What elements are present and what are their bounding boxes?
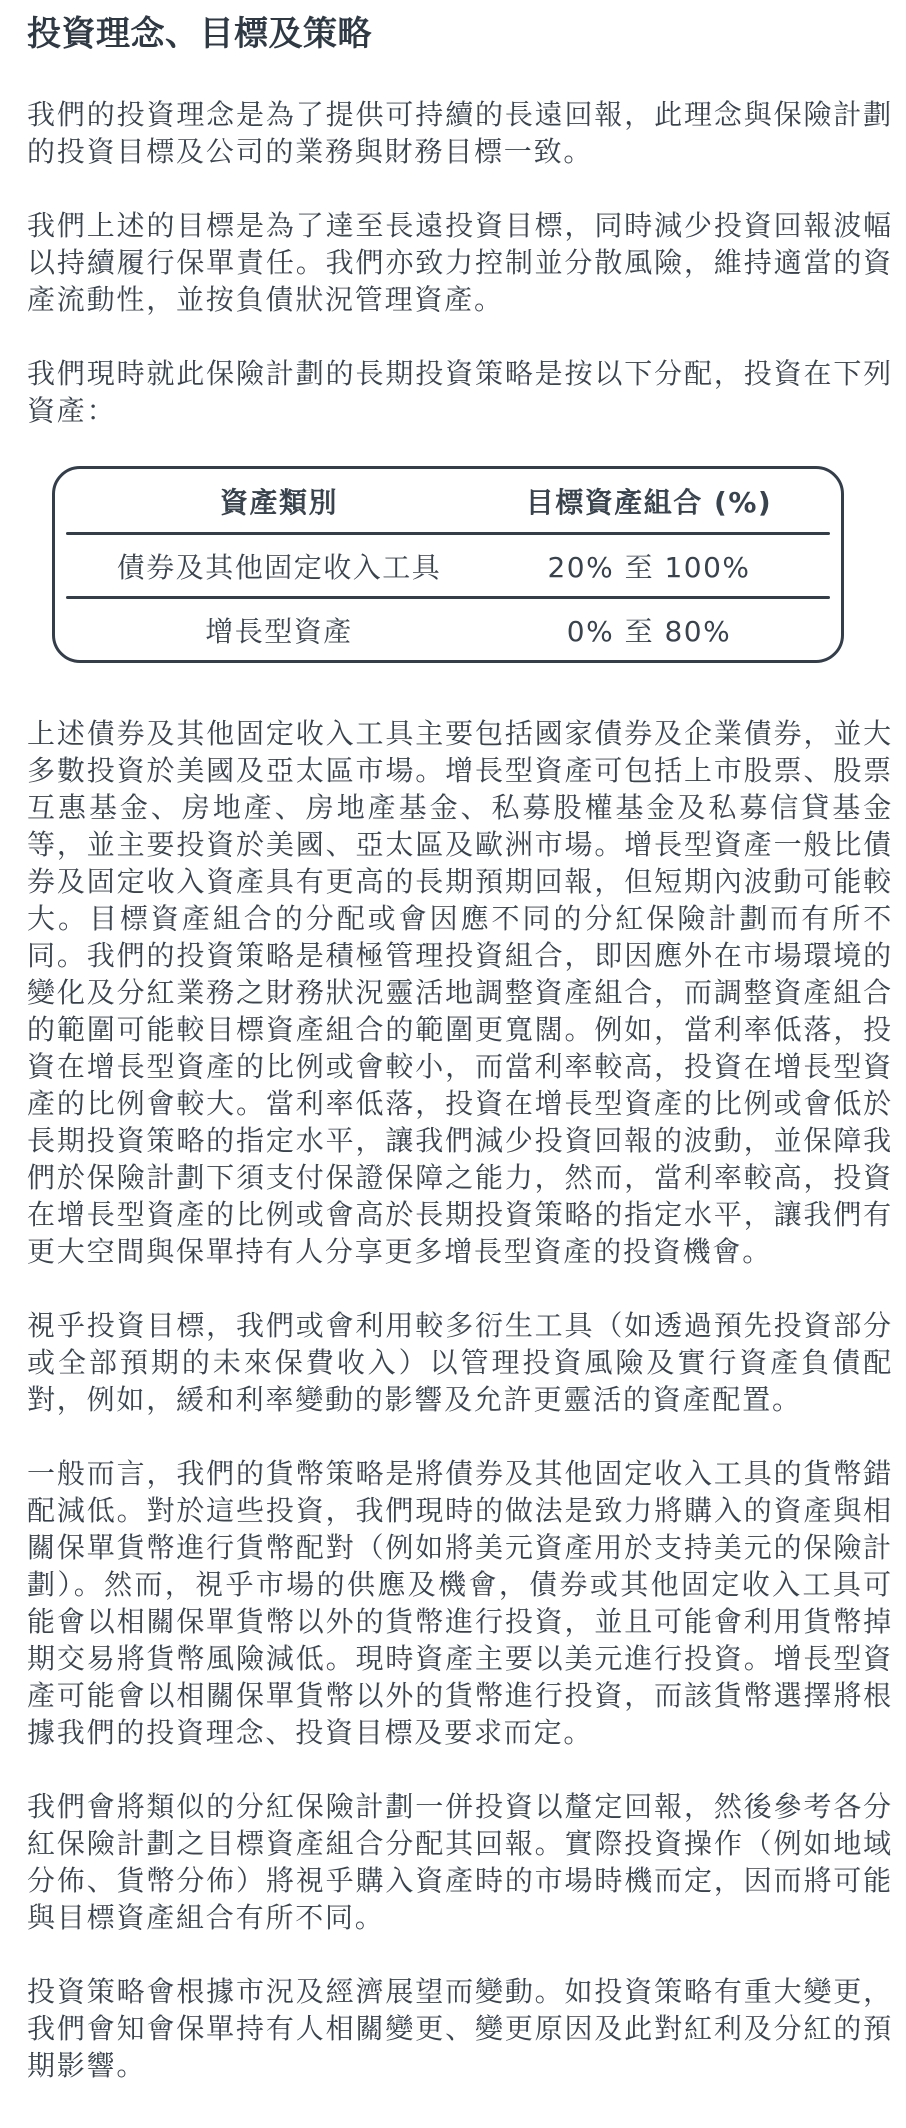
table-header-asset-class: 資產類別 <box>220 485 339 519</box>
paragraph-pooled-investment: 我們會將類似的分紅保險計劃一併投資以釐定回報，然後參考各分紅保險計劃之目標資產組合分配其回報。實際投資操作（例如地域分佈、貨幣分佈）將視乎購入資產時的市場時機而定，因而將可能與目標資產組合有所不同。 <box>27 1790 893 1934</box>
paragraph-strategy-change-notice: 投資策略會根據市況及經濟展望而變動。如投資策略有重大變更，我們會知會保單持有人相關變更、變更原因及此對紅利及分紅的預期影響。 <box>27 1975 893 2082</box>
target-asset-mix-table <box>52 466 844 663</box>
paragraph-currency-strategy: 一般而言，我們的貨幣策略是將債券及其他固定收入工具的貨幣錯配減低。對於這些投資，我們現時的做法是致力將購入的資產與相關保單貨幣進行貨幣配對（例如將美元資產用於支持美元的保險計劃）。然而，視乎市場的供應及機會，債券或其他固定收入工具可能會以相關保單貨幣以外的貨幣進行投資，並且可能會利用貨幣掉期交易將貨幣風險減低。現時資產主要以美元進行投資。增長型資產可能會以相關保單貨幣以外的貨幣進行投資，而該貨幣選擇將根據我們的投資理念、投資目標及要求而定。 <box>27 1457 893 1749</box>
cell-asset-class-fixed-income: 債券及其他固定收入工具 <box>116 550 442 584</box>
table-row-fixed-income <box>55 535 841 596</box>
cell-target-mix-growth: 0% 至 80% <box>566 614 732 648</box>
table-header-target-mix: 目標資產組合 (%) <box>525 485 773 519</box>
paragraph-asset-class-details: 上述債券及其他固定收入工具主要包括國家債券及企業債券，並大多數投資於美國及亞太區市場。增長型資產可包括上市股票、股票互惠基金、房地產、房地產基金、私募股權基金及私募信貸基金等，並主要投資於美國、亞太區及歐洲市場。增長型資產一般比債券及固定收入資產具有更高的長期預期回報，但短期內波動可能較大。目標資產組合的分配或會因應不同的分紅保險計劃而有所不同。我們的投資策略是積極管理投資組合，即因應外在市場環境的變化及分紅業務之財務狀況靈活地調整資產組合，而調整資產組合的範圍可能較目標資產組合的範圍更寬闊。例如，當利率低落，投資在增長型資產的比例或會較小，而當利率較高，投資在增長型資產的比例會較大。當利率低落，投資在增長型資產的比例或會低於長期投資策略的指定水平，讓我們減少投資回報的波動，並保障我們於保險計劃下須支付保證保障之能力，然而，當利率較高，投資在增長型資產的比例或會高於長期投資策略的指定水平，讓我們有更大空間與保單持有人分享更多增長型資產的投資機會。 <box>27 717 893 1268</box>
table-row-growth-assets <box>55 599 841 660</box>
paragraph-investment-objective: 我們上述的目標是為了達至長遠投資目標，同時減少投資回報波幅以持續履行保單責任。我們亦致力控制並分散風險，維持適當的資產流動性，並按負債狀況管理資產。 <box>27 209 893 316</box>
page-title: 投資理念、目標及策略 <box>27 14 372 54</box>
paragraph-derivatives: 視乎投資目標，我們或會利用較多衍生工具（如透過預先投資部分或全部預期的未來保費收入）以管理投資風險及實行資產負債配對，例如，緩和利率變動的影響及允許更靈活的資產配置。 <box>27 1309 893 1416</box>
paragraph-investment-philosophy: 我們的投資理念是為了提供可持續的長遠回報，此理念與保險計劃的投資目標及公司的業務與財務目標一致。 <box>27 98 893 168</box>
cell-target-mix-fixed-income: 20% 至 100% <box>547 550 751 584</box>
table-header-row <box>55 469 841 532</box>
paragraph-strategy-intro: 我們現時就此保險計劃的長期投資策略是按以下分配，投資在下列資產： <box>27 357 893 427</box>
cell-asset-class-growth: 增長型資產 <box>205 614 353 648</box>
